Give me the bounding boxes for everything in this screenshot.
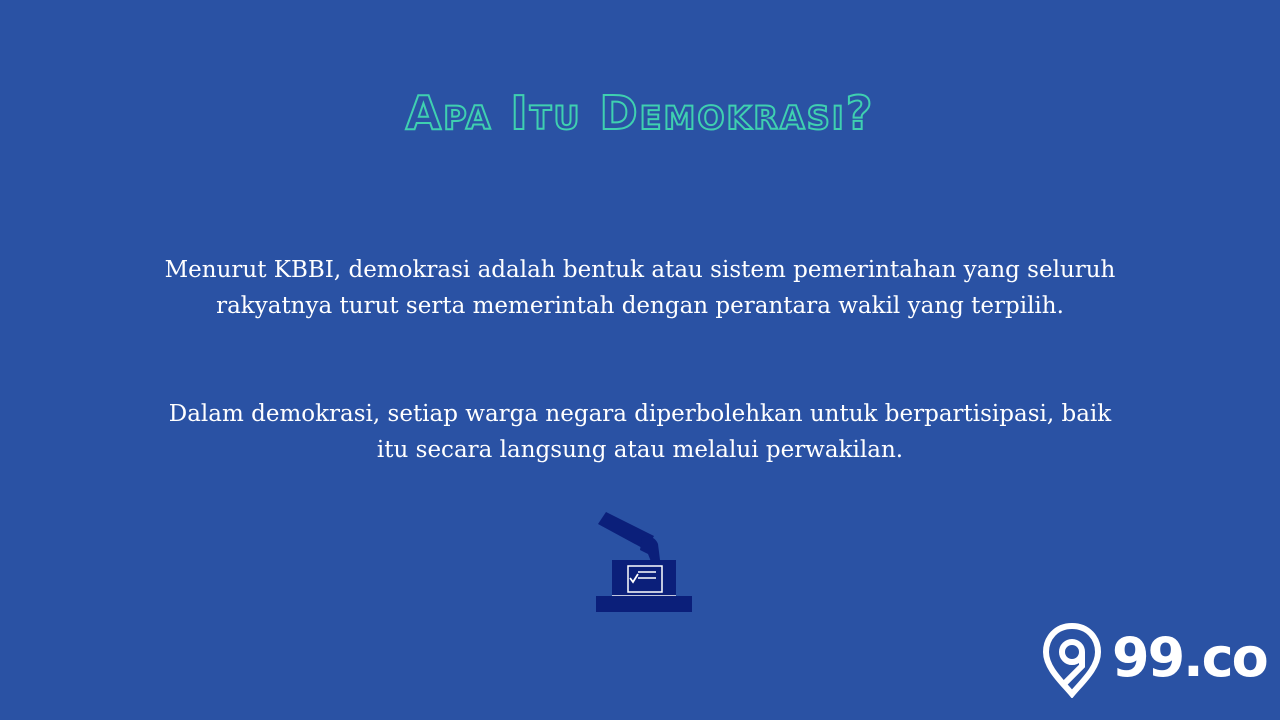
- brand-logo: [1040, 622, 1267, 702]
- brand-logo-text: 99.co: [1112, 626, 1267, 689]
- participation-paragraph: Dalam demokrasi, setiap warga negara diperbolehkan untuk berpartisipasi, baik itu secara langsung atau melalui perwakilan.: [168, 401, 1112, 463]
- location-pin-icon: [1040, 622, 1104, 698]
- ballot-box-voting-icon: [592, 510, 694, 614]
- slide-title: Apa Itu Demokrasi?: [405, 86, 875, 140]
- definition-paragraph: Menurut KBBI, demokrasi adalah bentuk atau sistem pemerintahan yang seluruh rakyatnya turut serta memerintah dengan perantara wakil yang terpilih.: [164, 257, 1116, 319]
